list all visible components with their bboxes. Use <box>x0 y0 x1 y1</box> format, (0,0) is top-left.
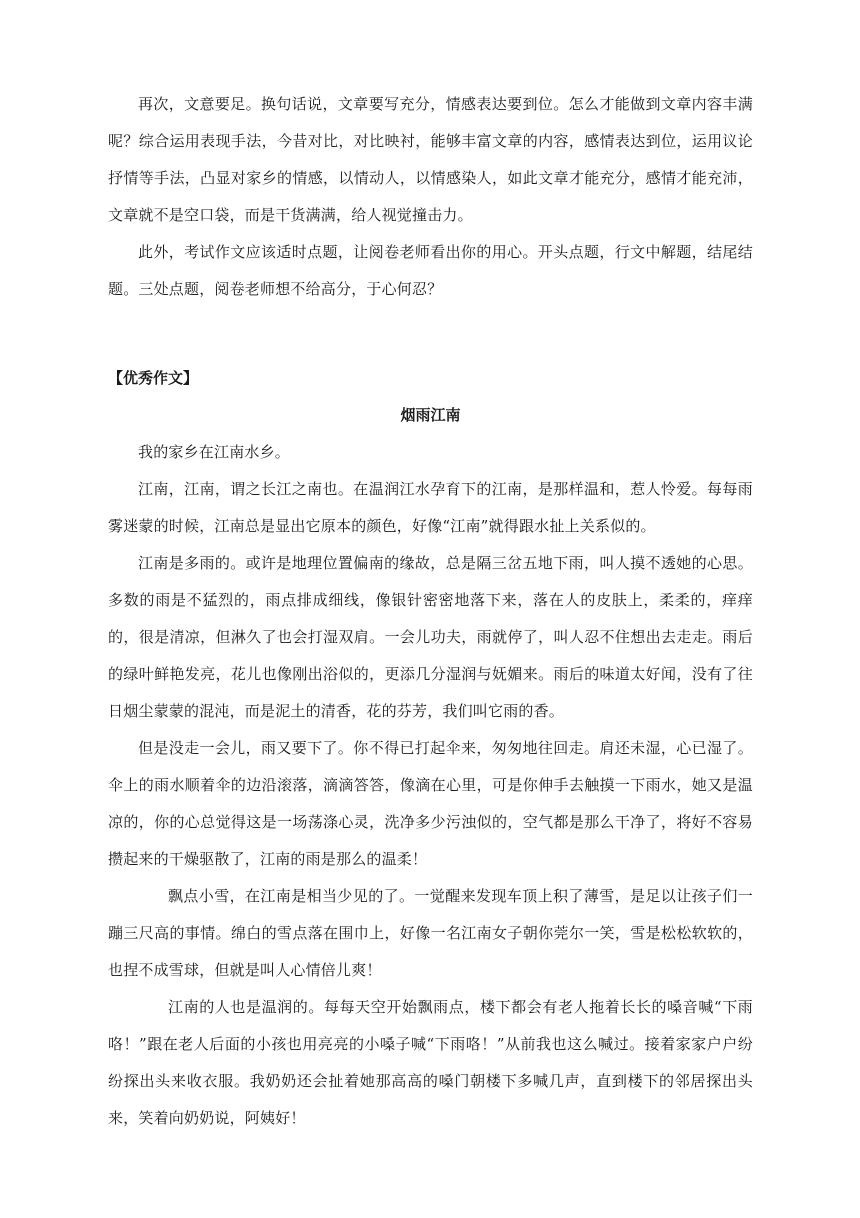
essay-paragraph: 江南，江南，谓之长江之南也。在温润江水孕育下的江南，是那样温和，惹人怜爱。每每雨雾迷蒙的时候，江南总是显出它原本的颜色，好像“江南”就得跟水扯上关系似的。 <box>108 480 753 535</box>
essay-paragraph: 但是没走一会儿，雨又要下了。你不得已打起伞来，匆匆地往回走。肩还未湿，心已湿了。伞上的雨水顺着伞的边沿滚落，滴滴答答，像滴在心里，可是你伸手去触摸一下雨水，她又是温凉的，你的心总觉得这是一场荡涤心灵，洗净多少污浊似的，空气都是那么干净了，将好不容易攒起来的干燥驱散了，江南的雨是那么的温柔！ <box>108 739 753 868</box>
guidance-paragraph-1: 再次，文意要足。换句话说，文章要写充分，情感表达要到位。怎么才能做到文章内容丰满呢？综合运用表现手法，今昔对比，对比映衬，能够丰富文章的内容，感情表达到位，运用议论抒情等手法，凸显对家乡的情感，以情动人，以情感染人，如此文章才能充分，感情才能充沛，文章就不是空口袋，而是干货满满，给人视觉撞击力。 <box>108 95 753 224</box>
essay-title: 烟雨江南 <box>400 406 461 424</box>
essay-paragraph: 江南是多雨的。或许是地理位置偏南的缘故，总是隔三岔五地下雨，叫人摸不透她的心思。多数的雨是不猛烈的，雨点排成细线，像银针密密地落下来，落在人的皮肤上，柔柔的，痒痒的，很是清凉，但淋久了也会打湿双肩。一会儿功夫，雨就停了，叫人忍不住想出去走走。雨后的绿叶鲜艳发亮，花儿也像刚出浴似的，更添几分湿润与妩媚来。雨后的味道太好闻，没有了往日烟尘蒙蒙的混沌，而是泥土的清香，花的芬芳，我们叫它雨的香。 <box>108 554 753 720</box>
section-spacer <box>108 308 753 360</box>
document-page <box>108 86 753 1137</box>
section-heading: 【优秀作文】 <box>108 369 199 387</box>
essay-paragraph: 江南的人也是温润的。每每天空开始飘雨点，楼下都会有老人拖着长长的嗓音喊“下雨咯！”跟在老人后面的小孩也用亮亮的小嗓子喊“下雨咯！”从前我也这么喊过。接着家家户户纷纷探出头来收衣服。我奶奶还会扯着她那高高的嗓门朝楼下多喊几声，直到楼下的邻居探出头来，笑着向奶奶说，阿姨好！ <box>108 998 753 1127</box>
guidance-paragraph-2: 此外，考试作文应该适时点题，让阅卷老师看出你的用心。开头点题，行文中解题，结尾结题。三处点题，阅卷老师想不给高分，于心何忍？ <box>108 243 753 298</box>
essay-paragraph: 飘点小雪，在江南是相当少见的了。一觉醒来发现车顶上积了薄雪，是足以让孩子们一蹦三尺高的事情。绵白的雪点落在围巾上，好像一名江南女子朝你莞尔一笑，雪是松松软软的，也捏不成雪球，但就是叫人心情倍儿爽！ <box>108 887 753 979</box>
essay-paragraph: 我的家乡在江南水乡。 <box>138 443 291 461</box>
